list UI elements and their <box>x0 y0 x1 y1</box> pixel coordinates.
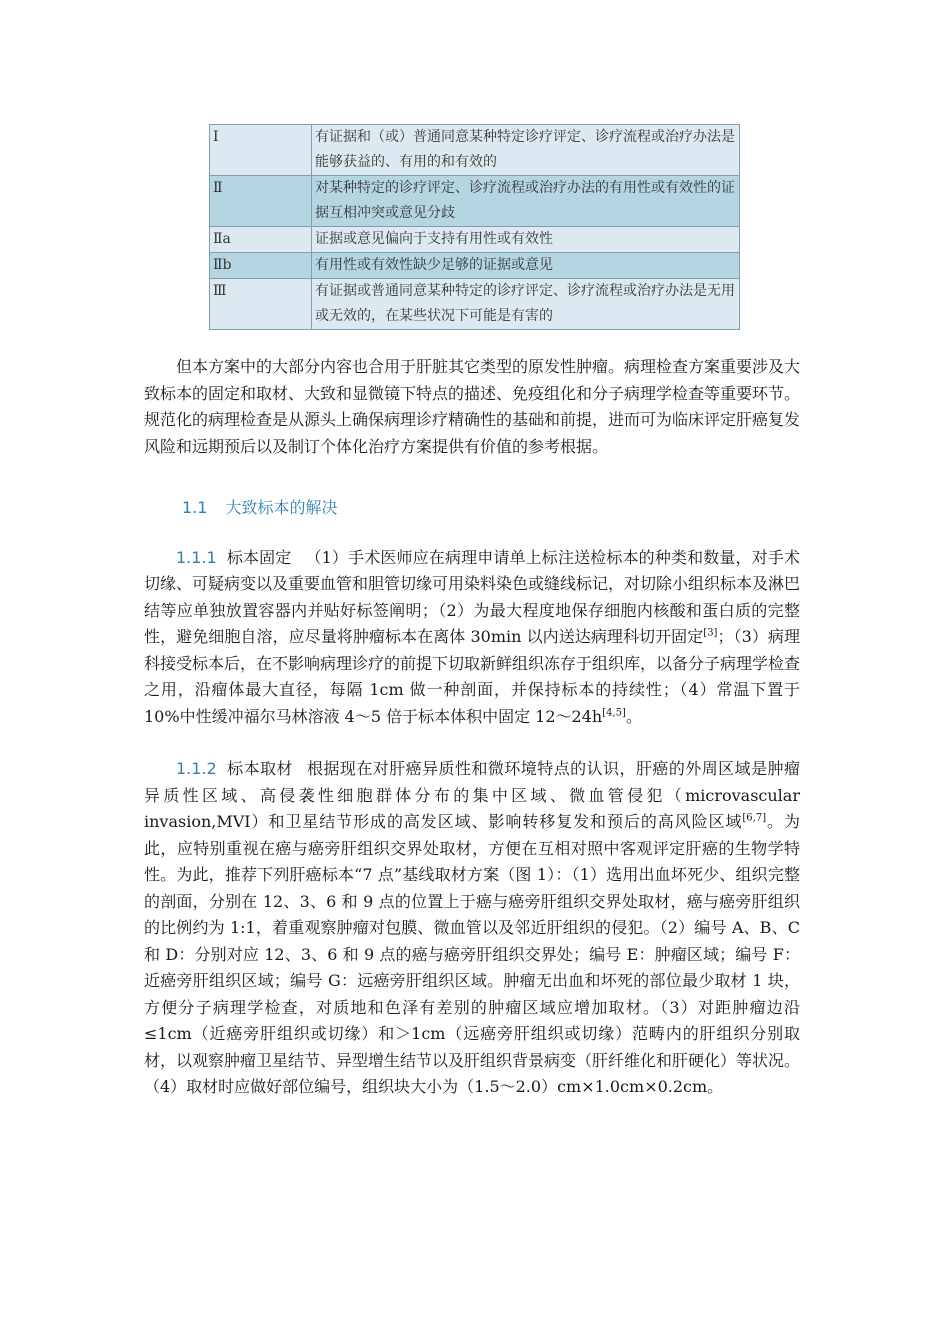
intro-paragraph: 但本方案中的大部分内容也合用于肝脏其它类型的原发性肿瘤。病理检查方案重要涉及大致标本的固定和取材、大致和显微镜下特点的描述、免疫组化和分子病理学检查等重要环节。规范化的病理检查是从源头上确保病理诊疗精确性的基础和前提，进而可为临床评定肝癌复发风险和远期预后以及制订个体化治疗方案提供有价值的参考根据。 <box>144 357 801 456</box>
table-row <box>210 253 740 279</box>
description-cell: 有证据和（或）普通同意某种特定诊疗评定、诊疗流程或治疗办法是能够获益的、有用的和有效的 <box>312 125 740 176</box>
section-number: 1.1 <box>182 498 208 517</box>
paragraph-text: 根据现在对肝癌异质性和微环境特点的认识，肝癌的外周区域是肿瘤异质性区域、高侵袭性细胞群体分布的集中区域、微血管侵犯（microvascular invasion,MVI）和卫星结节形成的高发区域、影响转移复发和预后的高风险区域 <box>144 759 800 831</box>
paragraph-text: 。 <box>625 706 642 726</box>
section-heading <box>144 495 800 522</box>
table-row <box>210 279 740 330</box>
level-cell: Ⅱa <box>210 227 312 253</box>
level-cell: Ⅱ <box>210 176 312 227</box>
citation-ref: [3] <box>703 627 718 639</box>
citation-ref: [6,7] <box>742 812 767 824</box>
subsection-number: 1.1.2 <box>176 759 217 778</box>
subsection-title: 标本取材 <box>226 759 293 778</box>
subsection-sampling-paragraph <box>144 756 800 1101</box>
subsection-number: 1.1.1 <box>176 547 217 567</box>
evidence-level-table <box>209 124 740 330</box>
description-cell: 有用性或有效性缺少足够的证据或意见 <box>312 253 740 279</box>
paragraph-text: ；（3）病理科接受标本后，在不影响病理诊疗的前提下切取新鲜组织冻存于组织库，以备分子病理学检查之用，沿瘤体最大直径，每隔 1cm 做一种剖面，并保持标本的持续性；（4）常温下置于 10%中性缓冲福尔马林溶液 4～5 倍于标本体积中固定 12～24h <box>144 627 801 726</box>
subsection-title: 标本固定 <box>226 547 292 567</box>
table-row <box>210 176 740 227</box>
description-cell: 证据或意见偏向于支持有用性或有效性 <box>312 227 740 253</box>
description-cell: 对某种特定的诊疗评定、诊疗流程或治疗办法的有用性或有效性的证据互相冲突或意见分歧 <box>312 176 740 227</box>
document-body <box>144 354 800 1101</box>
level-cell: Ⅲ <box>210 279 312 330</box>
citation-ref: [4,5] <box>602 707 626 719</box>
description-cell: 有证据或普通同意某种特定的诊疗评定、诊疗流程或治疗办法是无用或无效的，在某些状况下可能是有害的 <box>312 279 740 330</box>
table-row <box>210 125 740 176</box>
level-cell: Ⅱb <box>210 253 312 279</box>
section-title: 大致标本的解决 <box>225 498 338 517</box>
level-cell: Ⅰ <box>210 125 312 176</box>
subsection-fixation-paragraph <box>144 545 800 731</box>
paragraph-text: 。为此，应特别重视在癌与癌旁肝组织交界处取材，方便在互相对照中客观评定肝癌的生物学特性。为此，推荐下列肝癌标本“7 点”基线取材方案（图 1）：（1）选用出血坏死少、组织完整的剖面，分别在 12、3、6 和 9 点的位置上于癌与癌旁肝组织交界处取材，癌与癌旁肝组织的比例约为 1:1，着重观察肿瘤对包膜、微血管以及邻近肝组织的侵犯。（2）编号 A、B、C 和 D：分别对应 12、3、6 和 9 点的癌与癌旁肝组织交界处；编号 E：肿瘤区域；编号 F：近癌旁肝组织区域；编号 G：远癌旁肝组织区域。肿瘤无出血和坏死的部位最少取材 1 块，方便分子病理学检查，对质地和色泽有差别的肿瘤区域应增加取材。（3）对距肿瘤边沿≤1cm（近癌旁肝组织或切缘）和＞1cm（远癌旁肝组织或切缘）范畴内的肝组织分别取材，以观察肿瘤卫星结节、异型增生结节以及肝组织背景病变（肝纤维化和肝硬化）等状况。（4）取材时应做好部位编号，组织块大小为（1.5～2.0）cm×1.0cm×0.2cm。 <box>144 812 801 1096</box>
table-row <box>210 227 740 253</box>
paragraph-text: （1）手术医师应在病理申请单上标注送检标本的种类和数量，对手术切缘、可疑病变以及重要血管和胆管切缘可用染料染色或缝线标记，对切除小组织标本及淋巴结等应单独放置容器内并贴好标签阐明；（2）为最大程度地保存细胞内核酸和蛋白质的完整性，避免细胞自溶，应尽量将肿瘤标本在离体 30min 以内送达病理科切开固定 <box>144 547 801 646</box>
